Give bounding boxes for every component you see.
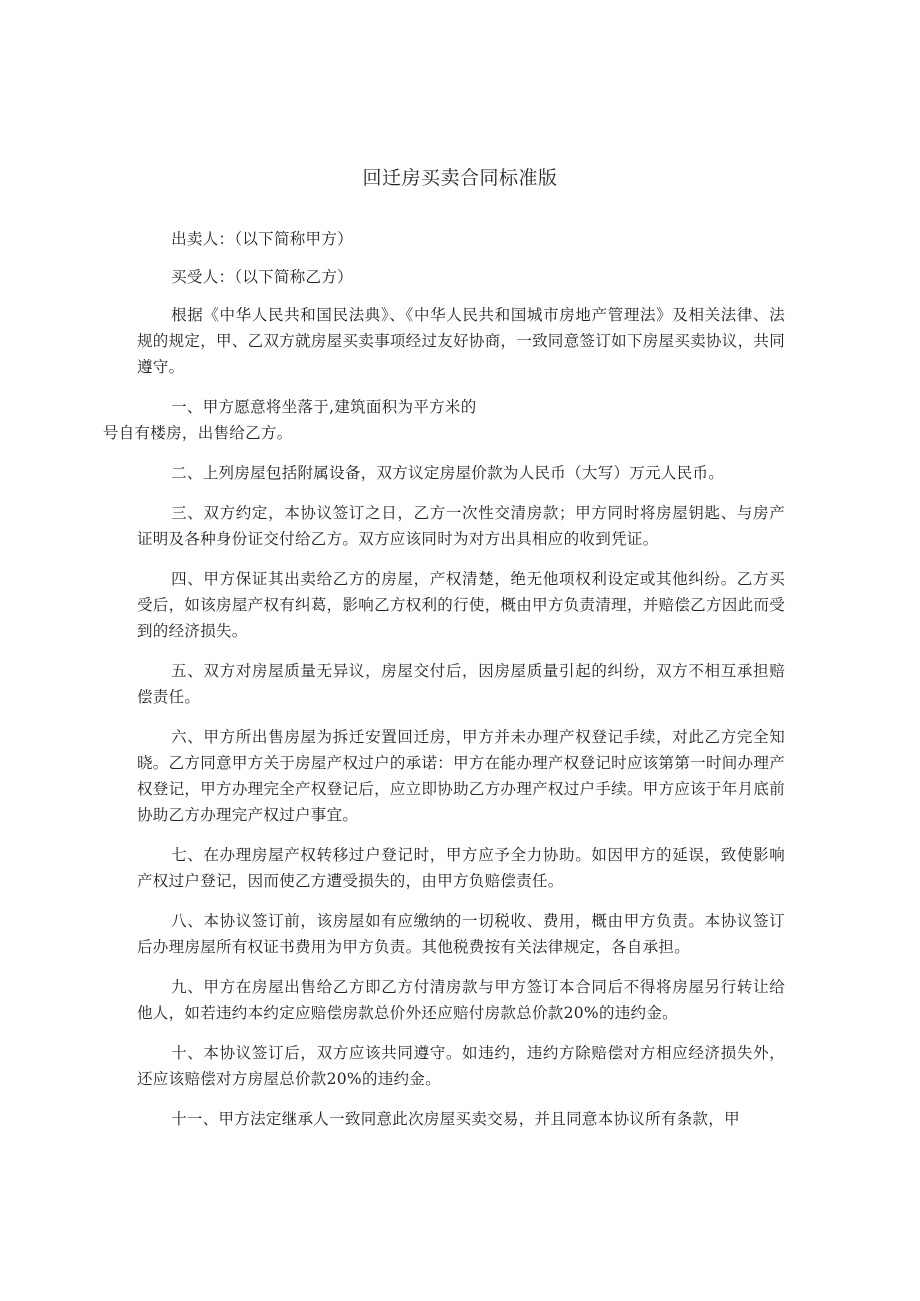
document-body (102, 226, 785, 1146)
clause-1-line-a: 一、甲方愿意将坐落于,建筑面积为平方米的 (171, 398, 477, 416)
clause-2: 二、上列房屋包括附属设备，双方议定房屋价款为人民币（大写）万元人民币。 (171, 464, 725, 482)
clause-3: 三、双方约定，本协议签订之日，乙方一次性交清房款；甲方同时将房屋钥匙、与房产证明及各种身份证交付给乙方。双方应该同时为对方出具相应的收到凭证。 (137, 504, 785, 548)
page-title: 回迁房买卖合同标准版 (362, 167, 558, 189)
clause-7: 七、在办理房屋产权转移过户登记时，甲方应予全力协助。如因甲方的延误，致使影响产权过户登记，因而使乙方遭受损失的，由甲方负赔偿责任。 (137, 846, 785, 890)
intro-paragraph: 根据《中华人民共和国民法典》、《中华人民共和国城市房地产管理法》及相关法律、法规的规定，甲、乙双方就房屋买卖事项经过友好协商，一致同意签订如下房屋买卖协议，共同遵守。 (137, 306, 785, 376)
seller-line: 出卖人：（以下简称甲方） (171, 230, 353, 248)
clause-1 (102, 394, 785, 446)
clause-9: 九、甲方在房屋出售给乙方即乙方付清房款与甲方签订本合同后不得将房屋另行转让给他人，如若违约本约定应赔偿房款总价外还应赔付房款总价款20%的违约金。 (137, 978, 785, 1022)
clause-6: 六、甲方所出售房屋为拆迁安置回迁房，甲方并未办理产权登记手续，对此乙方完全知晓。乙方同意甲方关于房屋产权过户的承诺：甲方在能办理产权登记时应该第第一时间办理产权登记，甲方办理完全产权登记后，应立即协助乙方办理产权过户手续。甲方应该于年月底前协助乙方办理完产权过户事宜。 (137, 728, 785, 824)
clause-1-line-b: 号自有楼房，出售给乙方。 (102, 424, 293, 442)
clause-8: 八、本协议签订前，该房屋如有应缴纳的一切税收、费用，概由甲方负责。本协议签订后办理房屋所有权证书费用为甲方负责。其他税费按有关法律规定，各自承担。 (137, 912, 785, 956)
buyer-line: 买受人：（以下简称乙方） (171, 268, 353, 286)
clause-11: 十一、甲方法定继承人一致同意此次房屋买卖交易，并且同意本协议所有条款，甲 (171, 1110, 740, 1128)
clause-5: 五、双方对房屋质量无异议，房屋交付后，因房屋质量引起的纠纷，双方不相互承担赔偿责任。 (137, 662, 785, 706)
clause-10: 十、本协议签订后，双方应该共同遵守。如违约，违约方除赔偿对方相应经济损失外，还应该赔偿对方房屋总价款20%的违约金。 (137, 1044, 785, 1088)
clause-4: 四、甲方保证其出卖给乙方的房屋，产权清楚，绝无他项权利设定或其他纠纷。乙方买受后，如该房屋产权有纠葛，影响乙方权利的行使，概由甲方负责清理，并赔偿乙方因此而受到的经济损失。 (137, 570, 785, 640)
